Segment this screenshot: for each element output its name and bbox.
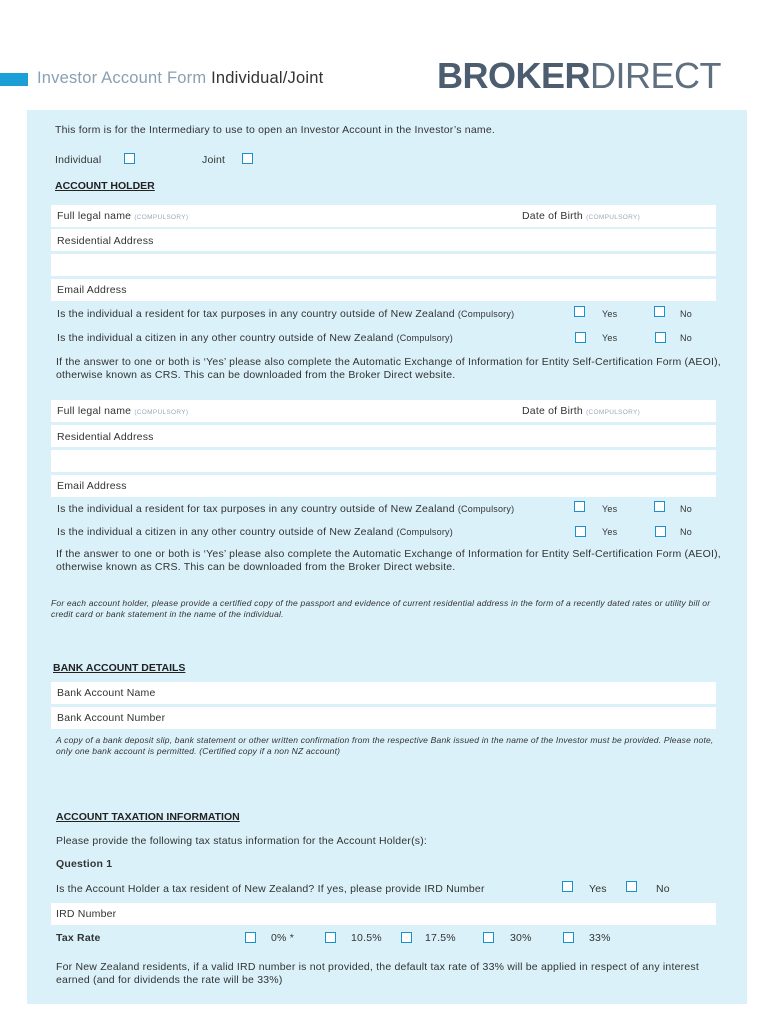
holder1-dob-label: Date of Birth (COMPULSORY) xyxy=(522,210,641,222)
holder1-citizen-yes-label: Yes xyxy=(602,333,618,343)
bank-proof-note: A copy of a bank deposit slip, bank statement or other written confirmation from the respective Bank issued in the name of the Investor must be provided. Please note, only one bank account is permitted. (Certified copy if a non NZ account) xyxy=(56,735,714,756)
individual-checkbox[interactable] xyxy=(124,153,135,164)
nz-tax-resident-no-checkbox[interactable] xyxy=(626,881,637,892)
tax-rate-17-5-checkbox[interactable] xyxy=(401,932,412,943)
nz-tax-resident-question: Is the Account Holder a tax resident of New Zealand? If yes, please provide IRD Number xyxy=(56,883,485,895)
holder1-tax-resident-no-checkbox[interactable] xyxy=(654,306,665,317)
nz-tax-resident-no-label: No xyxy=(656,883,670,895)
account-holder-heading: ACCOUNT HOLDER xyxy=(55,180,155,192)
tax-rate-10-5-checkbox[interactable] xyxy=(325,932,336,943)
holder1-full-name-label: Full legal name (COMPULSORY) xyxy=(57,210,189,222)
tax-rate-17-5-label: 17.5% xyxy=(425,932,456,944)
holder2-tax-resident-yes-label: Yes xyxy=(602,504,618,514)
joint-checkbox[interactable] xyxy=(242,153,253,164)
joint-label: Joint xyxy=(202,154,226,166)
holder1-citizen-no-label: No xyxy=(680,333,692,343)
holder2-email-field[interactable] xyxy=(51,475,716,497)
default-tax-rate-note: For New Zealand residents, if a valid IRD number is not provided, the default tax rate of 33% will be applied in respect of any interest earned (and for dividends the rate will be 33%) xyxy=(56,961,699,986)
holder2-citizen-no-checkbox[interactable] xyxy=(655,526,666,537)
brokerdirect-logo: BROKERDIRECT xyxy=(437,55,722,96)
holder1-crs-note: If the answer to one or both is ‘Yes’ please also complete the Automatic Exchange of Information for Entity Self-Certification Form (AEOI), otherwise known as CRS. This can be downloaded from the Broker Direct website. xyxy=(56,356,721,381)
intro-text: This form is for the Intermediary to use to open an Investor Account in the Investor’s name. xyxy=(55,124,495,136)
holder2-tax-resident-yes-checkbox[interactable] xyxy=(574,501,585,512)
holder2-address-label: Residential Address xyxy=(57,431,154,443)
nz-tax-resident-yes-label: Yes xyxy=(589,883,607,895)
holder2-citizen-no-label: No xyxy=(680,527,692,537)
holder1-tax-resident-no-label: No xyxy=(680,309,692,319)
holder1-email-label: Email Address xyxy=(57,284,127,296)
holder1-tax-resident-yes-checkbox[interactable] xyxy=(574,306,585,317)
form-title xyxy=(37,69,323,88)
taxation-heading: ACCOUNT TAXATION INFORMATION xyxy=(56,811,240,823)
holder1-email-field[interactable] xyxy=(51,279,716,301)
ird-number-field[interactable] xyxy=(51,903,716,925)
bank-details-heading: BANK ACCOUNT DETAILS xyxy=(53,662,186,674)
holder1-tax-resident-yes-label: Yes xyxy=(602,309,618,319)
holder1-address-label: Residential Address xyxy=(57,235,154,247)
holder1-tax-resident-question: Is the individual a resident for tax purposes in any country outside of New Zealand (Compulsory) xyxy=(57,308,515,320)
tax-rate-0-label: 0% * xyxy=(271,932,294,944)
holder2-email-label: Email Address xyxy=(57,480,127,492)
holder2-citizen-yes-label: Yes xyxy=(602,527,618,537)
holder2-address-line2-field[interactable] xyxy=(51,450,716,472)
tax-rate-10-5-label: 10.5% xyxy=(351,932,382,944)
nz-tax-resident-yes-checkbox[interactable] xyxy=(562,881,573,892)
holder2-full-name-label: Full legal name (COMPULSORY) xyxy=(57,405,189,417)
tax-rate-0-checkbox[interactable] xyxy=(245,932,256,943)
holder2-citizen-question: Is the individual a citizen in any other country outside of New Zealand (Compulsory) xyxy=(57,526,453,538)
holder2-crs-note: If the answer to one or both is ‘Yes’ please also complete the Automatic Exchange of Information for Entity Self-Certification Form (AEOI), otherwise known as CRS. This can be downloaded from the Broker Direct website. xyxy=(56,548,721,573)
holder1-citizen-no-checkbox[interactable] xyxy=(655,332,666,343)
holder2-citizen-yes-checkbox[interactable] xyxy=(575,526,586,537)
tax-rate-30-checkbox[interactable] xyxy=(483,932,494,943)
holder1-citizen-question: Is the individual a citizen in any other country outside of New Zealand (Compulsory) xyxy=(57,332,453,344)
holder1-citizen-yes-checkbox[interactable] xyxy=(575,332,586,343)
holder2-tax-resident-question: Is the individual a resident for tax purposes in any country outside of New Zealand (Compulsory) xyxy=(57,503,515,515)
tax-rate-30-label: 30% xyxy=(510,932,532,944)
ird-number-label: IRD Number xyxy=(56,908,117,920)
holder2-dob-label: Date of Birth (COMPULSORY) xyxy=(522,405,641,417)
holder1-address-line2-field[interactable] xyxy=(51,254,716,276)
header-accent-bar xyxy=(0,73,28,86)
form-title-type: Individual/Joint xyxy=(211,69,324,87)
form-title-main: Investor Account Form xyxy=(37,69,207,87)
individual-label: Individual xyxy=(55,154,102,166)
bank-account-name-label: Bank Account Name xyxy=(57,687,156,699)
bank-account-number-label: Bank Account Number xyxy=(57,712,166,724)
holder2-tax-resident-no-checkbox[interactable] xyxy=(654,501,665,512)
tax-rate-label: Tax Rate xyxy=(56,932,101,944)
tax-rate-33-checkbox[interactable] xyxy=(563,932,574,943)
question-1-title: Question 1 xyxy=(56,858,113,870)
tax-rate-33-label: 33% xyxy=(589,932,611,944)
holder2-tax-resident-no-label: No xyxy=(680,504,692,514)
id-requirements-note: For each account holder, please provide a certified copy of the passport and evidence of current residential address in the form of a recently dated rates or utility bill or credit card or bank statement in the name of the individual. xyxy=(51,598,711,619)
taxation-intro: Please provide the following tax status information for the Account Holder(s): xyxy=(56,835,428,847)
